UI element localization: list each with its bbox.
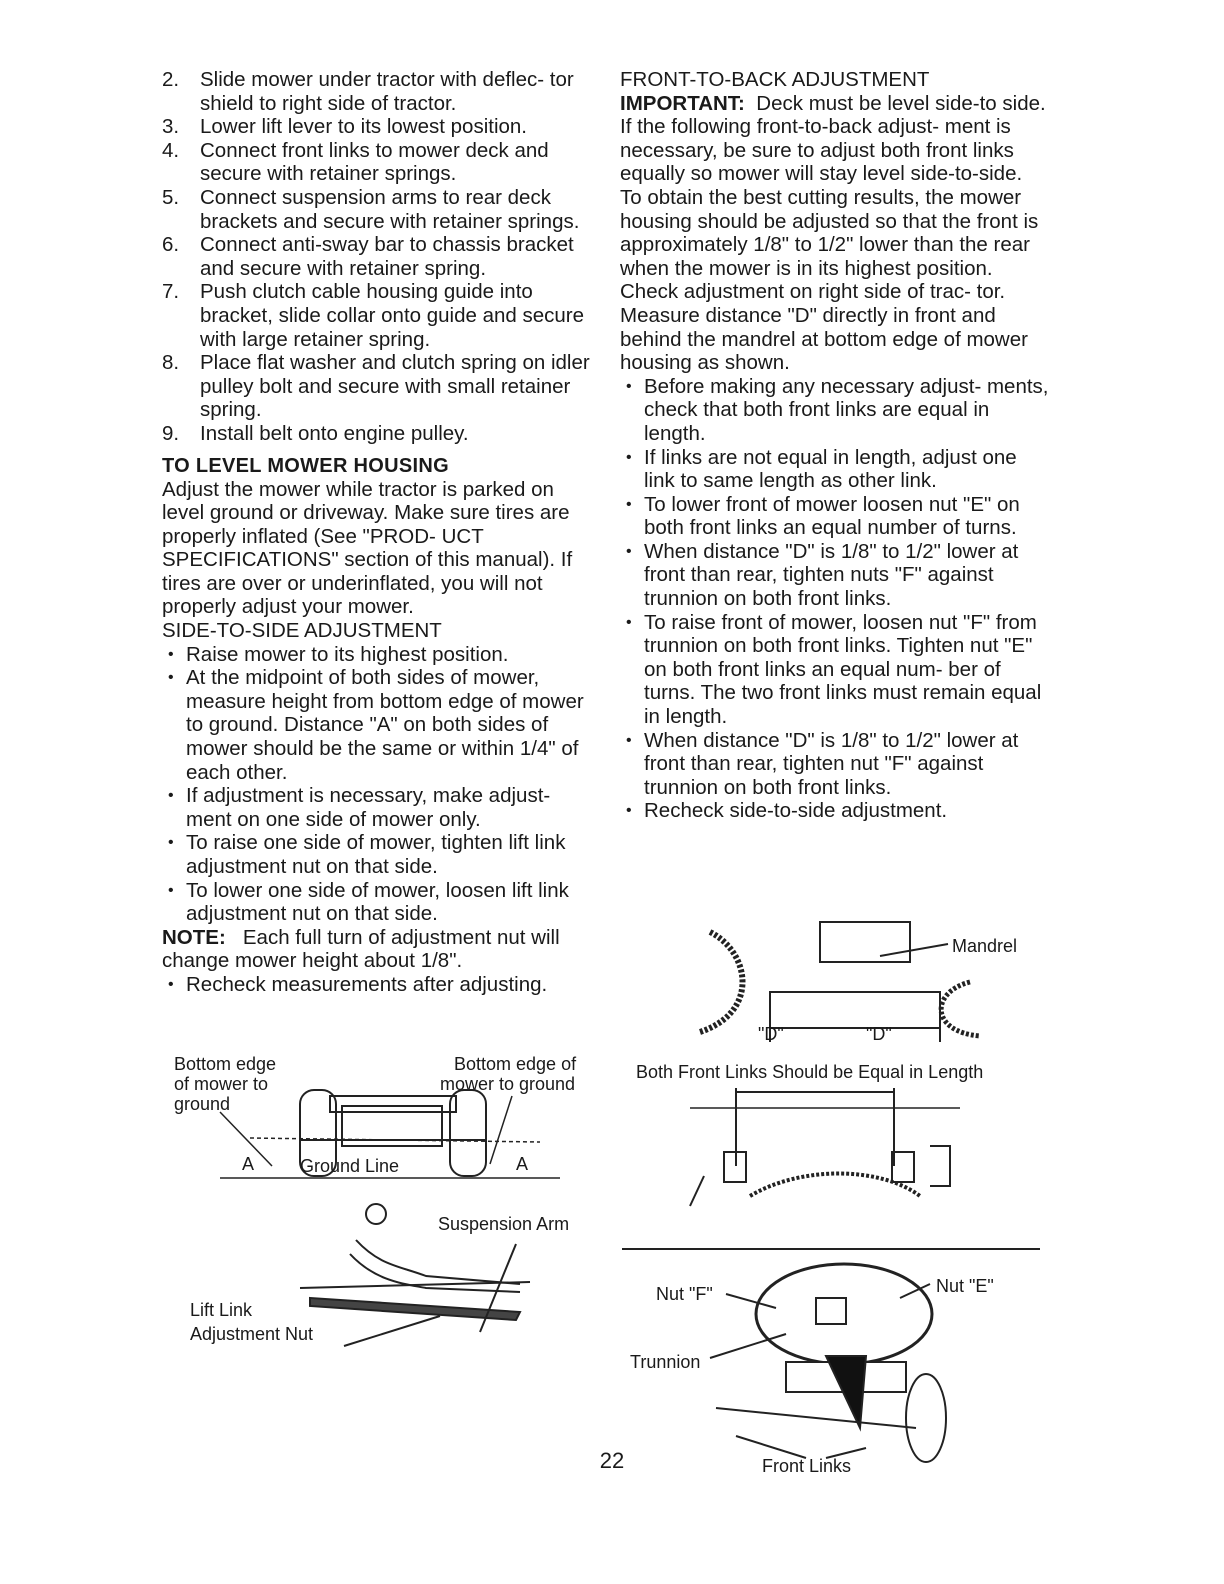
list-item: • If adjustment is necessary, make adjust- ment on one side of mower only.: [162, 784, 594, 831]
step-text: Connect anti-sway bar to chassis bracket and secure with retainer spring.: [200, 233, 574, 280]
mandrel-figure: [640, 912, 1040, 1050]
list-item: • To raise one side of mower, tighten lift link adjustment nut on that side.: [162, 831, 594, 878]
distance-a-right: A: [516, 1154, 529, 1174]
distance-d-front: "D": [758, 1024, 784, 1044]
label-bottom-edge-left: Bottom edge: [174, 1054, 277, 1074]
list-item: • When distance "D" is 1/8" to 1/2" lower at front than rear, tighten nuts "F" against trunnion on both front links.: [620, 540, 1050, 611]
side-to-side-figure: [160, 1048, 600, 1188]
list-item: [162, 115, 594, 139]
front-links-label: Front Links: [762, 1456, 852, 1476]
list-item: [162, 233, 594, 280]
step-number: 2.: [162, 68, 180, 91]
distance-d-rear: "D": [866, 1024, 892, 1044]
ground-line-label: Ground Line: [300, 1156, 400, 1176]
list-item: [162, 68, 594, 115]
list-item: • To raise front of mower, loosen nut "F" from trunnion on both front links. Tighten nut "E" on both front links an equal num- ber of turns. The two front links must remain equal in length.: [620, 611, 1050, 729]
front-links-caption: Both Front Links Should be Equal in Length: [636, 1062, 984, 1082]
list-item: • To lower front of mower loosen nut "E" on both front links an equal number of turns.: [620, 493, 1050, 540]
label-bottom-edge-right: mower to ground: [440, 1074, 576, 1094]
note-text: Each full turn of adjustment nut will change mower height about 1/8".: [162, 925, 560, 973]
front-to-back-bullets: [620, 375, 1050, 823]
front-links-drawing: [690, 1088, 960, 1206]
important-label: IMPORTANT:: [620, 91, 745, 115]
label-bottom-edge-left: of mower to: [174, 1074, 269, 1094]
step-text: Push clutch cable housing guide into bracket, slide collar onto guide and secure with large retainer spring.: [200, 280, 585, 351]
left-column: [162, 68, 594, 997]
suspension-arm-label: Suspension Arm: [438, 1214, 570, 1234]
list-item: • Raise mower to its highest position.: [162, 643, 594, 667]
step-number: 9.: [162, 421, 180, 445]
list-item: • Before making any necessary adjust- ments, check that both front links are equal in length.: [620, 375, 1050, 446]
label-bottom-edge-left: ground: [174, 1094, 231, 1114]
assembly-steps: [162, 68, 594, 446]
list-item: [162, 280, 594, 351]
trunnion-label: Trunnion: [630, 1352, 701, 1372]
step-text: Connect front links to mower deck and secure with retainer springs.: [200, 138, 549, 186]
trunnion-drawing: [710, 1264, 946, 1462]
subsection-heading: FRONT-TO-BACK ADJUSTMENT: [620, 68, 930, 91]
nut-f-label: Nut "F": [656, 1284, 713, 1304]
label-bottom-edge-right: Bottom edge of: [454, 1054, 577, 1074]
list-item: • To lower one side of mower, loosen lift link adjustment nut on that side.: [162, 879, 594, 926]
figure-divider: [622, 1248, 1040, 1250]
important-paragraph: [620, 92, 1050, 186]
step-number: 5.: [162, 185, 180, 209]
step-number: 7.: [162, 280, 180, 304]
list-item: • At the midpoint of both sides of mower, measure height from bottom edge of mower to ground. Distance "A" on both sides of mower should be the same or within 1/4" of each other.: [162, 666, 594, 784]
list-item: [162, 351, 594, 422]
list-item: [162, 186, 594, 233]
deck-drawing: [700, 922, 980, 1042]
page-number: 22: [599, 1448, 625, 1473]
step-text: Connect suspension arms to rear deck brackets and secure with retainer springs.: [200, 185, 580, 233]
list-item: • Recheck side-to-side adjustment.: [620, 799, 1050, 823]
lift-link-label: Lift Link: [190, 1300, 253, 1320]
note: [162, 926, 594, 973]
list-item: [162, 422, 594, 446]
subsection-heading: SIDE-TO-SIDE ADJUSTMENT: [162, 619, 442, 643]
paragraph: Check adjustment on right side of trac- tor. Measure distance "D" directly in front and behind the mandrel at bottom edge of mower housing as shown.: [620, 280, 1028, 375]
step-text: Place flat washer and clutch spring on idler pulley bolt and secure with small retainer spring.: [200, 351, 590, 422]
side-to-side-bullets: [162, 643, 594, 926]
lift-link-figure: [180, 1196, 600, 1376]
step-number: 4.: [162, 138, 180, 162]
list-item: • Recheck measurements after adjusting.: [162, 973, 594, 997]
step-number: 3.: [162, 115, 180, 139]
level-intro: Adjust the mower while tractor is parked on level ground or driveway. Make sure tires are properly inflated (See "PROD- UCT SPECIFICATIONS" section of this manual). If tires are over or underinflated, you will not properly adjust your mower.: [162, 477, 573, 619]
step-text: Lower lift lever to its lowest position.: [200, 115, 527, 139]
right-column: [620, 68, 1050, 823]
step-text: Install belt onto engine pulley.: [200, 421, 469, 445]
step-text: Slide mower under tractor with deflec- tor shield to right side of tractor.: [200, 68, 574, 115]
distance-a-left: A: [242, 1154, 255, 1174]
mandrel-label: Mandrel: [952, 936, 1018, 956]
recheck-list: [162, 973, 594, 997]
note-label: NOTE:: [162, 925, 226, 949]
front-links-figure: [630, 1056, 1050, 1246]
list-item: • When distance "D" is 1/8" to 1/2" lower at front than rear, tighten nut "F" against trunnion on both front links.: [620, 729, 1050, 800]
step-number: 6.: [162, 233, 180, 257]
paragraph: To obtain the best cutting results, the mower housing should be adjusted so that the front is approximately 1/8" to 1/2" lower than the rear when the mower is in its highest position.: [620, 185, 1039, 280]
important-text: Deck must be level side-to side. If the following front-to-back adjust- ment is necessary, be sure to adjust both front links equally so mower will stay level side-to-side.: [620, 91, 1046, 186]
list-item: • If links are not equal in length, adjust one link to same length as other link.: [620, 446, 1050, 493]
list-item: [162, 139, 594, 186]
lift-link-label: Adjustment Nut: [190, 1324, 314, 1344]
step-number: 8.: [162, 351, 180, 375]
section-heading: TO LEVEL MOWER HOUSING: [162, 454, 449, 477]
nut-e-label: Nut "E": [936, 1276, 994, 1296]
